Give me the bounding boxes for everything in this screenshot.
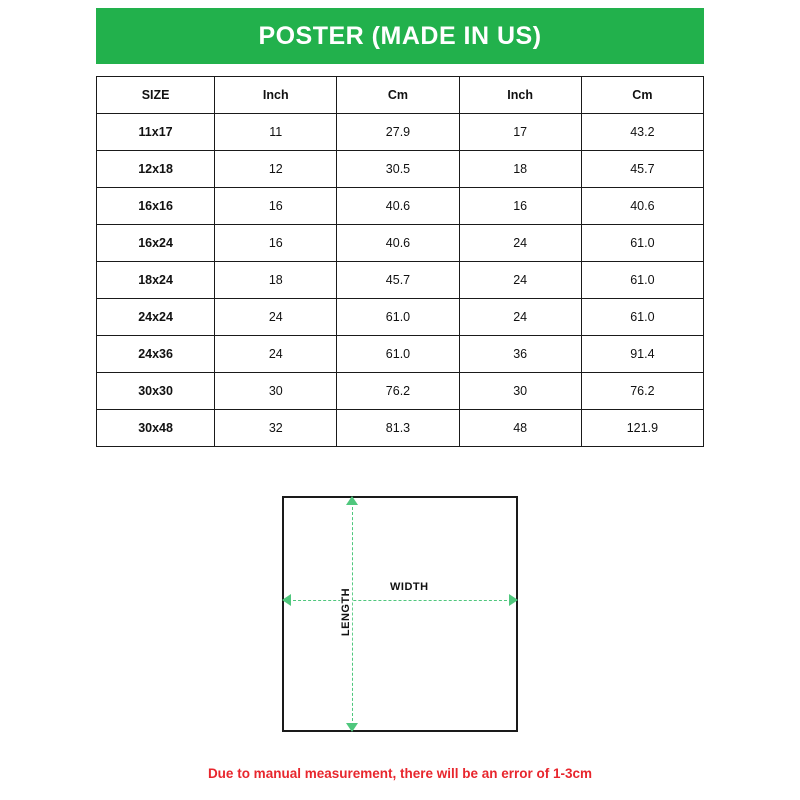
cell-inch-2: 16 [459,188,581,225]
table-row [97,114,704,151]
cell-cm-1: 76.2 [337,373,459,410]
size-table [96,76,704,447]
cell-inch-1: 16 [215,225,337,262]
cell-cm-2: 61.0 [581,262,703,299]
cell-inch-2: 24 [459,225,581,262]
arrow-right-icon [509,594,518,606]
cell-size: 24x36 [97,336,215,373]
cell-cm-2: 40.6 [581,188,703,225]
cell-inch-2: 24 [459,262,581,299]
cell-cm-1: 40.6 [337,225,459,262]
cell-inch-1: 24 [215,336,337,373]
table-row [97,262,704,299]
cell-inch-2: 24 [459,299,581,336]
arrow-up-icon [346,496,358,505]
cell-inch-1: 32 [215,410,337,447]
cell-size: 11x17 [97,114,215,151]
table-row [97,225,704,262]
cell-cm-1: 61.0 [337,336,459,373]
page-title: POSTER (MADE IN US) [258,21,542,50]
cell-cm-2: 61.0 [581,225,703,262]
cell-cm-2: 121.9 [581,410,703,447]
cell-cm-1: 27.9 [337,114,459,151]
cell-cm-1: 45.7 [337,262,459,299]
table-row [97,188,704,225]
poster-outline-diagram [282,496,518,732]
cell-size: 24x24 [97,299,215,336]
cell-inch-2: 18 [459,151,581,188]
table-row [97,410,704,447]
cell-inch-1: 12 [215,151,337,188]
column-header-cm-2: Cm [581,77,703,114]
cell-inch-1: 18 [215,262,337,299]
table-row [97,336,704,373]
length-guide-line [352,502,353,726]
width-guide-line [288,600,512,601]
cell-cm-1: 40.6 [337,188,459,225]
cell-cm-2: 43.2 [581,114,703,151]
table-row [97,373,704,410]
width-label: WIDTH [386,581,433,593]
table-row [97,151,704,188]
cell-inch-2: 48 [459,410,581,447]
length-label: LENGTH [340,584,352,640]
cell-cm-2: 45.7 [581,151,703,188]
arrow-down-icon [346,723,358,732]
column-header-inch-2: Inch [459,77,581,114]
cell-cm-1: 61.0 [337,299,459,336]
header-banner [96,8,704,64]
cell-inch-1: 16 [215,188,337,225]
cell-size: 12x18 [97,151,215,188]
cell-size: 30x48 [97,410,215,447]
cell-size: 18x24 [97,262,215,299]
cell-inch-2: 30 [459,373,581,410]
table-header-row [97,77,704,114]
arrow-left-icon [282,594,291,606]
cell-inch-2: 36 [459,336,581,373]
cell-size: 30x30 [97,373,215,410]
cell-cm-2: 61.0 [581,299,703,336]
column-header-inch-1: Inch [215,77,337,114]
cell-cm-2: 76.2 [581,373,703,410]
table-row [97,299,704,336]
cell-inch-1: 11 [215,114,337,151]
cell-cm-2: 91.4 [581,336,703,373]
cell-cm-1: 81.3 [337,410,459,447]
column-header-size: SIZE [97,77,215,114]
cell-inch-1: 30 [215,373,337,410]
column-header-cm-1: Cm [337,77,459,114]
cell-inch-1: 24 [215,299,337,336]
measurement-disclaimer: Due to manual measurement, there will be an error of 1-3cm [207,766,593,781]
cell-size: 16x24 [97,225,215,262]
cell-size: 16x16 [97,188,215,225]
cell-inch-2: 17 [459,114,581,151]
cell-cm-1: 30.5 [337,151,459,188]
